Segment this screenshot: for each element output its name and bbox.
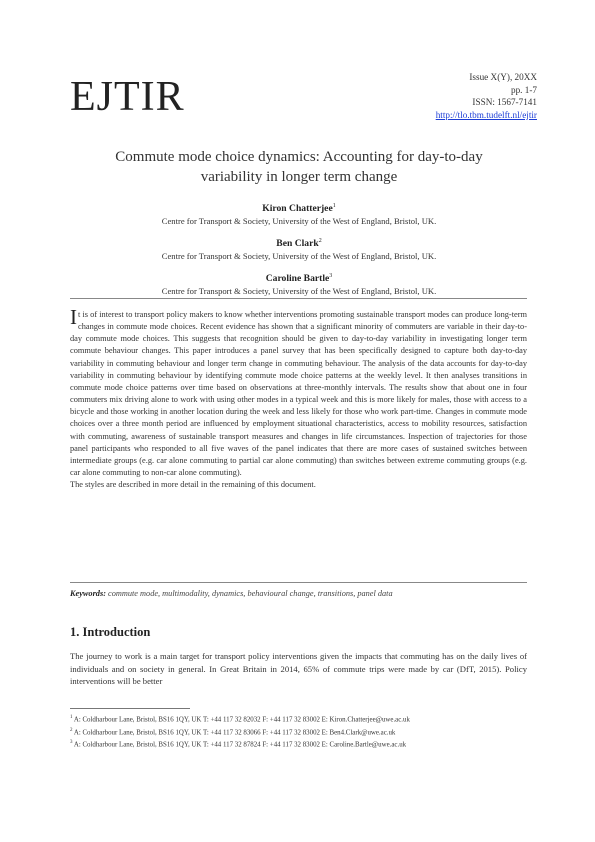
- keywords-rule: [70, 582, 527, 583]
- journal-url-link[interactable]: http://tlo.tbm.tudelft.nl/ejtir: [435, 109, 537, 120]
- author-name: Kiron Chatterjee$^1$: [262, 203, 336, 215]
- issue-number: Issue X(Y), 20XX: [469, 72, 537, 82]
- keywords-label: Keywords:: [70, 589, 106, 598]
- footnote-3: $^3$ A: Coldharbour Lane, Bristol, BS16 1QY, UK T: +44 117 32 87824 F: +44 117 32 83002 E: Caroline.Bartle@uwe.ac.uk: [70, 740, 407, 749]
- title-line-2: variability in longer term change: [200, 168, 398, 185]
- journal-logo: EJTIR: [70, 74, 185, 120]
- page-range: pp. 1-7: [510, 84, 537, 95]
- abstract-text: t is of interest to transport policy makers to know whether interventions promoting sustainable transport modes can produce long-term changes in commute mode choices. Recent evidence has shown that a significant minority of commuters are variable in their day-to-day commute mode choices. This suggests that recognition should be given to day-to-day variability in investigating longer term commute behaviour changes. This paper introduces a panel survey that has been specifically designed to capture both day-to-day variability in commuting behaviour and longer term change in commuting behaviour. The analysis of the data accounts for day-to-day variability in commuting behaviour by identifying commute mode choice patterns at the weekly level. It then analyses transitions in commute mode choice patterns over time based on observations at three-monthly intervals. The results show that about one in four commuters mix driving alone to work with using other modes in a typical week and this is more likely for males, those with access to a bicycle and those working in another location during the week and less likely for those who work part-time. Changes in commute mode choices over a three month period are influenced by employment situational characteristics, access to mobility resources, satisfaction with commuting, awareness of sustainable transport measures and changes in life circumstances. Inspection of trajectories for those panel participants who responded to all five waves of the panel indicates that there are more cases of sustained switches between intermediate groups (e.g. car alone commuting to partial car alone commuting) than switches between extreme commuting groups (e.g. car alone commuting to non-car alone commuting).: [70, 310, 527, 478]
- paper-title: [70, 148, 528, 187]
- title-line-1: Commute mode choice dynamics: Accounting for day-to-day: [115, 149, 483, 165]
- footnote-2: $^2$ A: Coldharbour Lane, Bristol, BS16 1QY, UK T: +44 117 32 83066 F: +44 117 32 83002 E: Ben4.Clark@uwe.ac.uk: [70, 727, 396, 736]
- abstract-styles-note: The styles are described in more detail in the remaining of this document.: [70, 480, 316, 490]
- footnotes: [70, 713, 527, 751]
- abstract: [70, 305, 527, 491]
- author-2: [70, 235, 528, 262]
- author-name: Ben Clark$^2$: [276, 238, 322, 250]
- introduction-text: The journey to work is a main target for transport policy interventions given the impacts that commuting has on the daily lives of individuals and on society in general. In Great Britain in 2014, 65% of commute trips were made by car (DfT, 2015). Policy interventions will be better: [70, 651, 527, 687]
- author-affiliation: Centre for Transport & Society, University of the West of England, Bristol, UK.: [161, 216, 437, 227]
- issue-info: [436, 71, 537, 121]
- footnote-rule: [70, 708, 190, 709]
- footnote-1: $^1$ A: Coldharbour Lane, Bristol, BS16 1QY, UK T: +44 117 32 82032 F: +44 117 32 83002 E: Kiron.Chatterjee@uwe.ac.uk: [70, 715, 410, 724]
- author-name: Caroline Bartle$^3$: [265, 273, 333, 285]
- author-1: [70, 200, 528, 227]
- author-affiliation: Centre for Transport & Society, University of the West of England, Bristol, UK.: [161, 251, 437, 262]
- abstract-dropcap: I: [70, 305, 77, 329]
- author-affiliation: Centre for Transport & Society, University of the West of England, Bristol, UK.: [161, 286, 437, 297]
- issn: ISSN: 1567-7141: [472, 97, 537, 107]
- keywords: [70, 588, 527, 599]
- keywords-text: commute mode, multimodality, dynamics, behavioural change, transitions, panel data: [108, 589, 393, 598]
- author-3: [70, 270, 528, 297]
- section-heading-introduction: 1. Introduction: [70, 625, 151, 639]
